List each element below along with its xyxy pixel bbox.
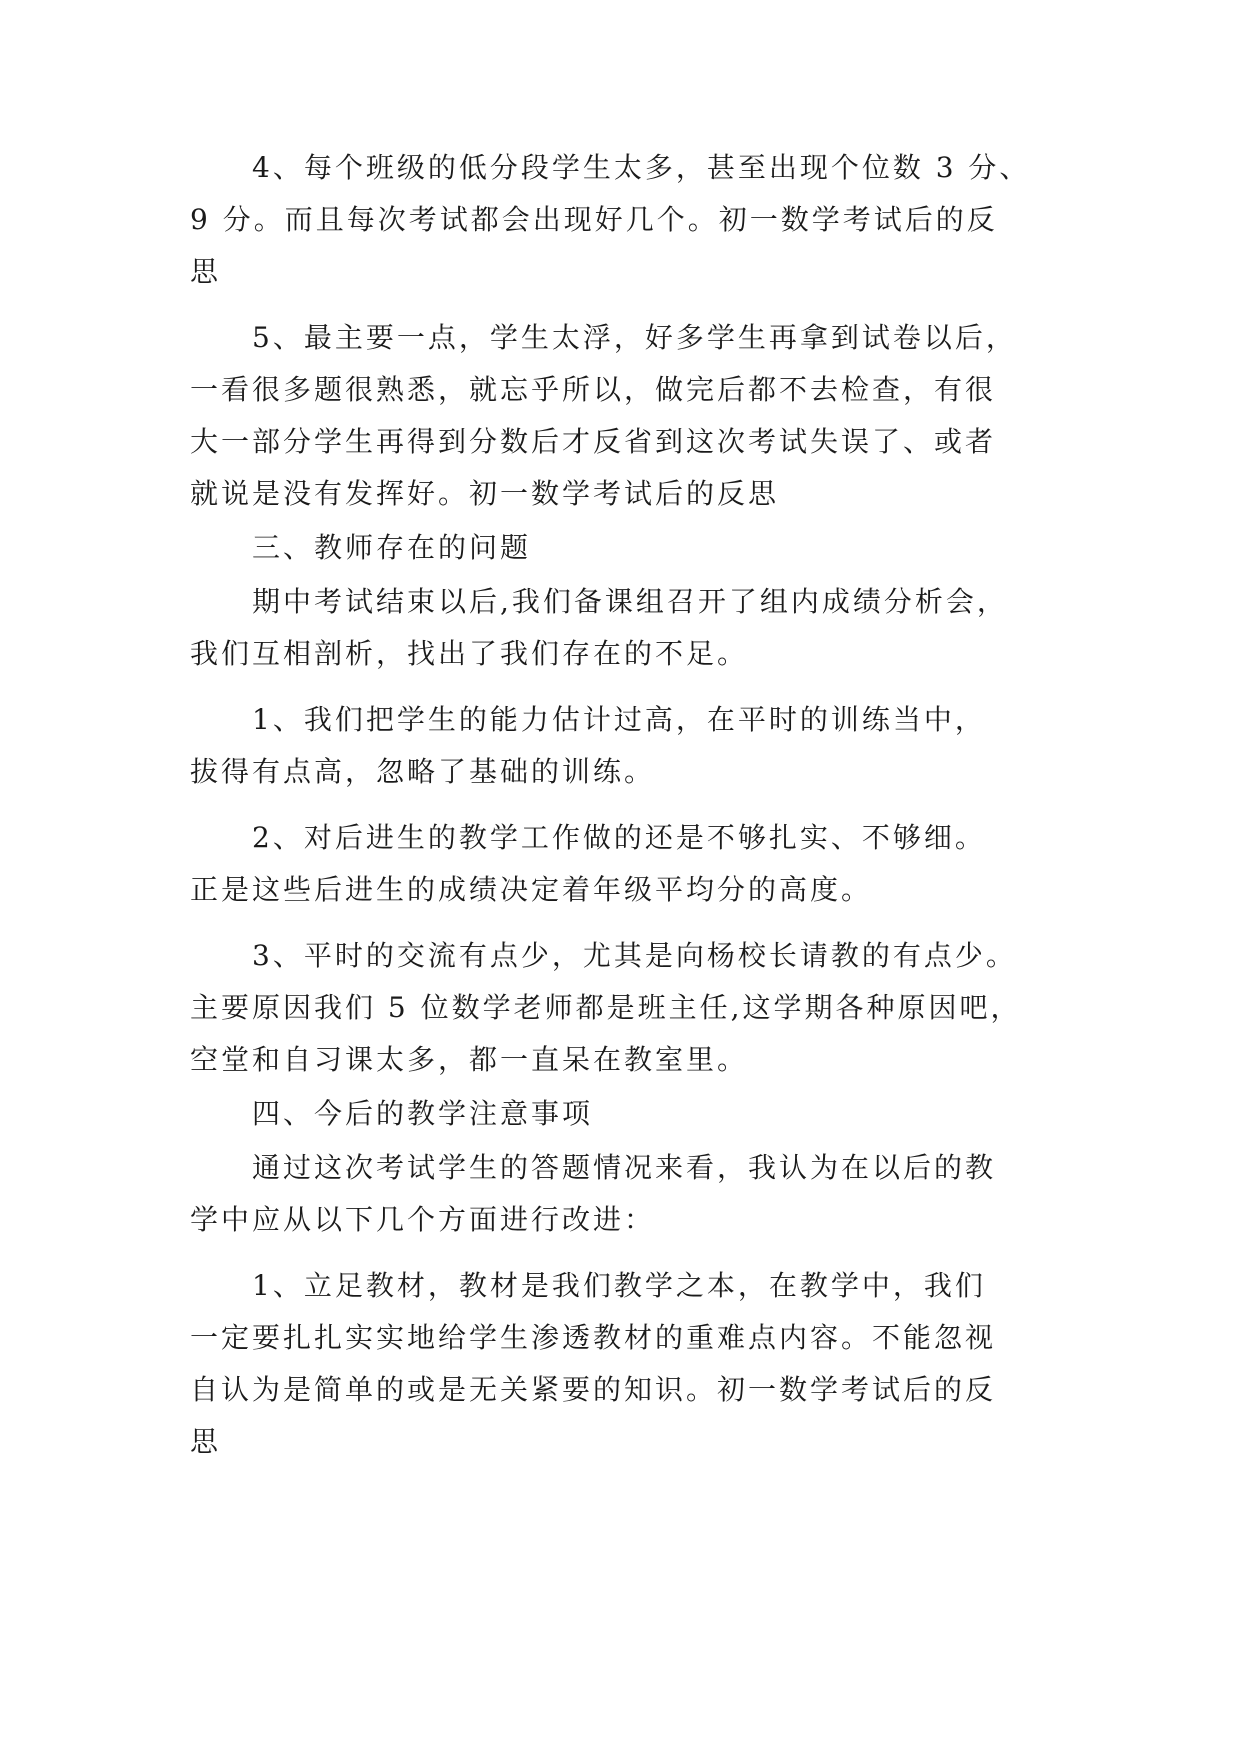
text-line: 1、立足教材，教材是我们教学之本，在教学中，我们: [252, 1269, 986, 1302]
text-line: 9 分。而且每次考试都会出现好几个。初一数学考试后的反: [190, 203, 998, 236]
text-line: 2、对后进生的教学工作做的还是不够扎实、不够细。: [252, 821, 986, 854]
section-heading: 四、今后的教学注意事项: [252, 1097, 594, 1130]
text-line: 通过这次考试学生的答题情况来看，我认为在以后的教: [252, 1151, 997, 1184]
section-heading: 三、教师存在的问题: [252, 531, 532, 564]
text-line: 1、我们把学生的能力估计过高，在平时的训练当中，: [252, 703, 986, 736]
text-line: 一看很多题很熟悉，就忘乎所以，做完后都不去检查，有很: [190, 373, 997, 406]
text-line: 主要原因我们 5 位数学老师都是班主任,这学期各种原因吧，: [190, 991, 1022, 1024]
text-line: 拔得有点高，忽略了基础的训练。: [190, 755, 656, 788]
text-line: 3、平时的交流有点少，尤其是向杨校长请教的有点少。: [252, 939, 1017, 972]
text-line: 空堂和自习课太多，都一直呆在教室里。: [190, 1043, 749, 1076]
text-line: 我们互相剖析，找出了我们存在的不足。: [190, 637, 749, 670]
text-line: 4、每个班级的低分段学生太多，甚至出现个位数 3 分、: [252, 151, 1031, 184]
text-line: 大一部分学生再得到分数后才反省到这次考试失误了、或者: [190, 425, 997, 458]
text-line: 自认为是简单的或是无关紧要的知识。初一数学考试后的反: [190, 1373, 997, 1406]
text-line: 就说是没有发挥好。初一数学考试后的反思: [190, 477, 780, 510]
text-line: 一定要扎扎实实地给学生渗透教材的重难点内容。不能忽视: [190, 1321, 997, 1354]
text-line: 思: [190, 1425, 222, 1458]
text-line: 正是这些后进生的成绩决定着年级平均分的高度。: [190, 873, 873, 906]
text-line: 5、最主要一点，学生太浮，好多学生再拿到试卷以后，: [252, 321, 1017, 354]
text-line: 学中应从以下几个方面进行改进：: [190, 1203, 656, 1236]
text-line: 期中考试结束以后,我们备课组召开了组内成绩分析会，: [252, 585, 1008, 618]
text-line: 思: [190, 255, 222, 288]
